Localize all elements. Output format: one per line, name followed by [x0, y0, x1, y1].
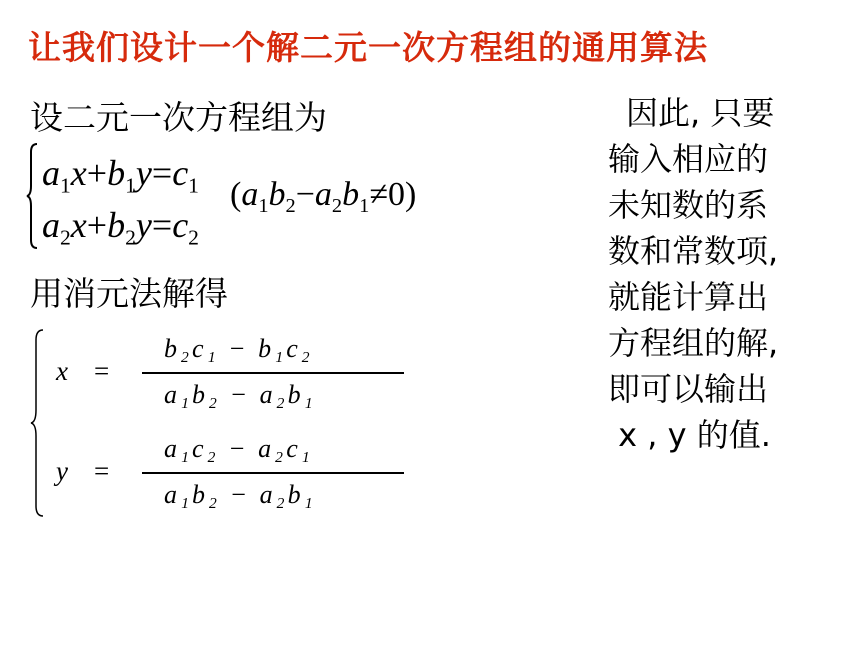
- y-variable: y: [56, 456, 68, 486]
- y-fraction-bar: [142, 472, 404, 474]
- explanation-line: 输入相应的: [608, 140, 769, 178]
- explanation-line: 方程组的解,: [608, 324, 779, 362]
- x-fraction-bar: [142, 372, 404, 374]
- y-numerator: a₁c₂ − a₂c₁: [164, 434, 313, 463]
- x-numerator: b₂c₁ − b₁c₂: [164, 334, 313, 363]
- explanation-line: 就能计算出: [608, 278, 769, 316]
- y-equals: =: [94, 456, 110, 486]
- equation-1: $a_1x+b_1y=c_1$: [42, 153, 199, 198]
- left-brace-icon: [26, 142, 38, 250]
- y-denominator: a₁b₂ − a₂b₁: [164, 480, 316, 509]
- x-denominator: a₁b₂ − a₂b₁: [164, 380, 316, 409]
- slide-title: 让我们设计一个解二元一次方程组的通用算法: [28, 28, 708, 67]
- solution-system: [30, 328, 390, 520]
- explanation-line: 即可以输出: [608, 370, 769, 408]
- condition: $(a_1b_2-a_2b_1\ne 0)$: [230, 176, 417, 218]
- intro-text: 设二元一次方程组为: [30, 98, 327, 137]
- method-text: 用消元法解得: [30, 274, 228, 313]
- explanation-line: x , y 的值.: [608, 416, 771, 454]
- left-brace-icon: [30, 328, 44, 518]
- explanation-line: 因此, 只要: [626, 94, 775, 132]
- equation-2: $a_2x+b_2y=c_2$: [42, 205, 199, 250]
- explanation-text: [608, 90, 828, 458]
- explanation-line: 未知数的系: [608, 186, 769, 224]
- x-variable: x: [56, 356, 68, 386]
- x-equals: =: [94, 356, 110, 386]
- explanation-line: 数和常数项,: [608, 232, 779, 270]
